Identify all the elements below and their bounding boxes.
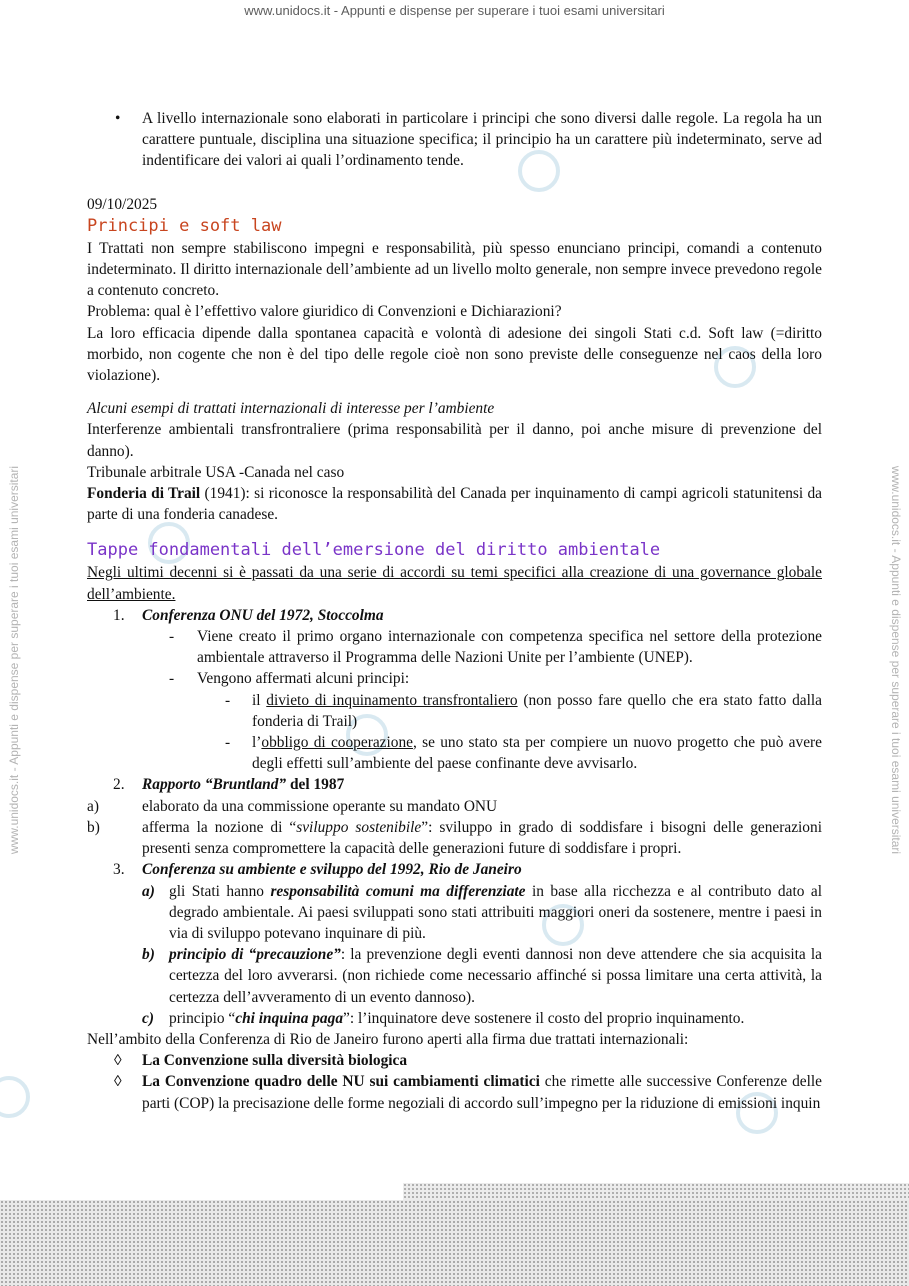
bold-italic-text: principio di “precauzione” (169, 946, 341, 964)
sub-text (169, 944, 822, 1008)
text: gli Stati hanno (169, 882, 271, 900)
sub-label: a) (142, 882, 155, 900)
diamond-marker: ◊ (114, 1052, 122, 1070)
underlined-text: obbligo di cooperazione (261, 734, 413, 752)
sub-item (87, 881, 822, 945)
text: (non posso fare quello che era stato fatto dalla fonderia di Trail) (252, 691, 822, 730)
watermark-logo-icon (0, 1076, 30, 1118)
list-item-title (142, 774, 822, 795)
preview-blur-overlay (0, 1200, 909, 1286)
diamond-marker: ◊ (114, 1073, 122, 1091)
bold-italic-text: responsabilità comuni ma differenziate (270, 882, 526, 900)
diamond-item (87, 1050, 822, 1071)
list-item-title: Conferenza ONU del 1972, Stoccolma (142, 606, 384, 624)
underlined-intro: Negli ultimi decenni si è passati da una serie di accordi su temi specifici alla creazione di una governance globale dell’ambiente. (87, 564, 822, 603)
text: Rapporto “Bruntland” (142, 776, 287, 794)
sub-text (169, 1008, 822, 1029)
dash-text: Viene creato il primo organo internazionale con competenza specifica nel settore della protezione ambientale attraverso il Programma delle Nazioni Unite per l’ambiente (UNEP). (197, 628, 822, 667)
text: : la prevenzione degli eventi dannosi non deve attendere che sia acquisita la certezza del loro avverarsi. (non richiede come necessario affinché si possa limitare una certa attività, la certezza dell’avveramento di un evento dannoso). (169, 946, 822, 1006)
dash-marker: - (225, 734, 231, 752)
dash-text (252, 732, 822, 774)
text: , se uno stato sta per compiere un nuovo progetto che può avere degli effetti sull’ambiente del paese confinante deve avvisarlo. (252, 734, 822, 773)
sub-label: b) (142, 946, 155, 964)
lecture-date: 09/10/2025 (87, 195, 158, 213)
sub-text (169, 881, 822, 945)
section-heading-soft-law: Principi e soft law (87, 215, 282, 236)
text: afferma la nozione di “ (142, 818, 297, 836)
text: che rimette alle successive Conferenze delle parti (COP) la precisazione delle forme negoziali di accordo sull’impegno per la riduzione di emissioni inquin (142, 1073, 823, 1112)
sub-item (87, 944, 822, 1008)
text: del 1987 (286, 776, 345, 794)
alpha-text (142, 817, 822, 859)
list-number: 1. (113, 606, 125, 624)
bold-text: La Convenzione quadro delle NU sui cambiamenti climatici (142, 1073, 540, 1091)
preview-blur-overlay (403, 1183, 909, 1201)
dash-marker: - (225, 691, 231, 709)
dash-item (87, 668, 822, 689)
alpha-item (87, 796, 822, 817)
text: ”: sviluppo in grado di soddisfare i bisogni delle generazioni presenti senza compromettere la capacità delle generazioni future di soddisfare i propri. (142, 818, 822, 858)
paragraph: I Trattati non sempre stabiliscono impegni e responsabilità, più spesso enunciano principi, comandi a contenuto indeterminato. Il diritto internazionale dell’ambiente ad un livello molto generale, non sempre invece prevedono regole a contenuto concreto. (87, 239, 822, 300)
sub-item (87, 1008, 822, 1029)
dash-text: Vengono affermati alcuni principi: (197, 670, 410, 688)
bold-italic-text: chi inquina paga (235, 1009, 344, 1027)
list-item (87, 774, 822, 795)
examples-heading: Alcuni esempi di trattati internazionali di interesse per l’ambiente (87, 400, 495, 418)
list-item (87, 605, 822, 626)
list-item-title: Conferenza su ambiente e sviluppo del 1992, Rio de Janeiro (142, 861, 522, 879)
alpha-label: b) (87, 818, 100, 836)
diamond-item (87, 1071, 822, 1113)
left-side-watermark: www.unidocs.it - Appunti e dispense per superare i tuoi esami universitari (7, 465, 21, 855)
dash-marker: - (169, 628, 175, 646)
dash-item (87, 626, 822, 668)
text: l’ (252, 734, 262, 752)
text: (1941): si riconosce la responsabilità del Canada per inquinamento di campi agricoli statunitensi da parte di una fonderia canadese. (87, 485, 823, 524)
dash-marker: - (169, 670, 175, 688)
text: ”: l’inquinatore deve sostenere il costo del proprio inquinamento. (343, 1009, 745, 1027)
italic-text: sviluppo sostenibile (296, 818, 422, 836)
text: il (252, 691, 267, 709)
document-body (87, 108, 822, 1114)
treaty-title: La Convenzione sulla diversità biologica (142, 1052, 408, 1070)
underlined-text: divieto di inquinamento transfrontaliero (266, 691, 518, 709)
right-side-watermark: www.unidocs.it - Appunti e dispense per superare i tuoi esami universitari (889, 465, 903, 855)
section-heading-tappe: Tappe fondamentali dell’emersione del diritto ambientale (87, 540, 661, 561)
alpha-item (87, 817, 822, 859)
alpha-text: elaborato da una commissione operante su mandato ONU (142, 797, 498, 815)
intro-text: A livello internazionale sono elaborati in particolare i principi che sono diversi dalle regole. La regola ha un carattere puntuale, disciplina una situazione specifica; il principio ha un carattere più indeterminato, serve ad indentificare dei valori ai quali l’ordinamento tende. (142, 110, 822, 170)
text: in base alla ricchezza e al contributo dato al degrado ambientale. Ai paesi sviluppati sono stati attribuiti maggiori oneri da sostenere, mentre i paesi in via di sviluppo potevano inquinare di più. (169, 882, 822, 942)
bold-text: Fonderia di Trail (87, 485, 201, 503)
dash-text (252, 690, 822, 732)
alpha-label: a) (87, 797, 99, 815)
intro-bullet-item (87, 108, 822, 172)
sub-label: c) (142, 1009, 154, 1027)
sub-dash-item (87, 690, 822, 732)
paragraph (87, 483, 822, 525)
list-item (87, 859, 822, 880)
paragraph: Interferenze ambientali transfrontraliere (prima responsabilità per il danno, poi anche misure di prevenzione del danno). (87, 421, 822, 460)
bullet-marker: • (115, 110, 121, 127)
list-number: 2. (113, 776, 125, 794)
paragraph: Problema: qual è l’effettivo valore giuridico di Convenzioni e Dichiarazioni? (87, 303, 562, 321)
sub-dash-item (87, 732, 822, 774)
text: principio “ (169, 1009, 236, 1027)
paragraph: Nell’ambito della Conferenza di Rio de Janeiro furono aperti alla firma due trattati internazionali: (87, 1030, 689, 1048)
list-number: 3. (113, 861, 125, 879)
treaty-text (142, 1071, 822, 1113)
paragraph: La loro efficacia dipende dalla spontanea capacità e volontà di adesione dei singoli Stati c.d. Soft law (=diritto morbido, non cogente che non è del tipo delle regole cioè non sono previste delle conseguenze nel caos della loro violazione). (87, 324, 822, 385)
paragraph: Tribunale arbitrale USA -Canada nel caso (87, 463, 345, 481)
header-watermark: www.unidocs.it - Appunti e dispense per superare i tuoi esami universitari (244, 3, 665, 18)
